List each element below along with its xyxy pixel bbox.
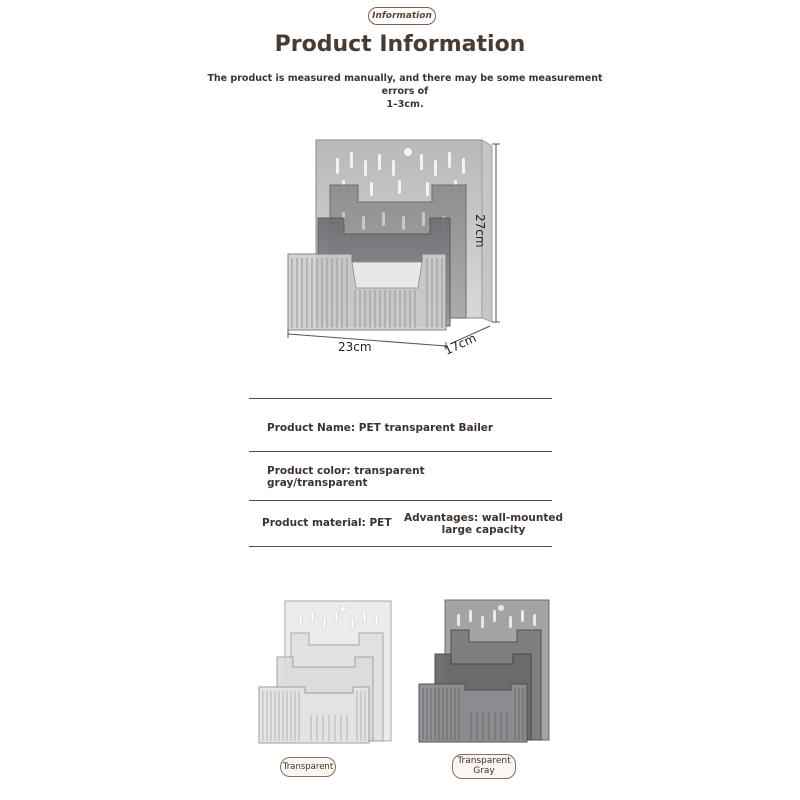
variant-gray-image — [415, 596, 555, 746]
divider-bottom — [249, 546, 552, 547]
page-title: Product Information — [274, 32, 526, 57]
product-color-line-1: Product color: transparent — [267, 465, 425, 477]
divider-2 — [249, 451, 552, 452]
measurement-note-line-2: 1–3cm. — [386, 99, 424, 110]
measurement-note-line-1: The product is measured manually, and there may be some measurement errors of — [207, 73, 603, 97]
variant-transparent-image — [255, 595, 400, 745]
depth-dimension-label: 17cm — [442, 330, 479, 358]
divider-3 — [249, 500, 552, 501]
width-dimension-label: 23cm — [338, 340, 372, 354]
divider-top — [249, 398, 552, 399]
product-advantages-line-2: large capacity — [441, 524, 526, 536]
product-material: Product material: PET — [262, 517, 392, 529]
variant-gray-label-line-1: Transparent — [457, 756, 511, 766]
information-badge: Information — [368, 7, 436, 25]
variant-gray-label-line-2: Gray — [473, 766, 495, 776]
product-color — [267, 465, 425, 489]
product-color-line-2: gray/transparent — [267, 477, 368, 489]
variant-transparent-label: Transparent — [280, 757, 336, 777]
product-advantages-line-1: Advantages: wall-mounted — [404, 512, 563, 524]
product-name: Product Name: PET transparent Bailer — [267, 422, 494, 434]
variant-gray-label — [452, 754, 516, 779]
product-advantages — [404, 512, 563, 536]
measurement-note — [200, 72, 610, 111]
height-dimension-label: 27cm — [473, 214, 487, 248]
